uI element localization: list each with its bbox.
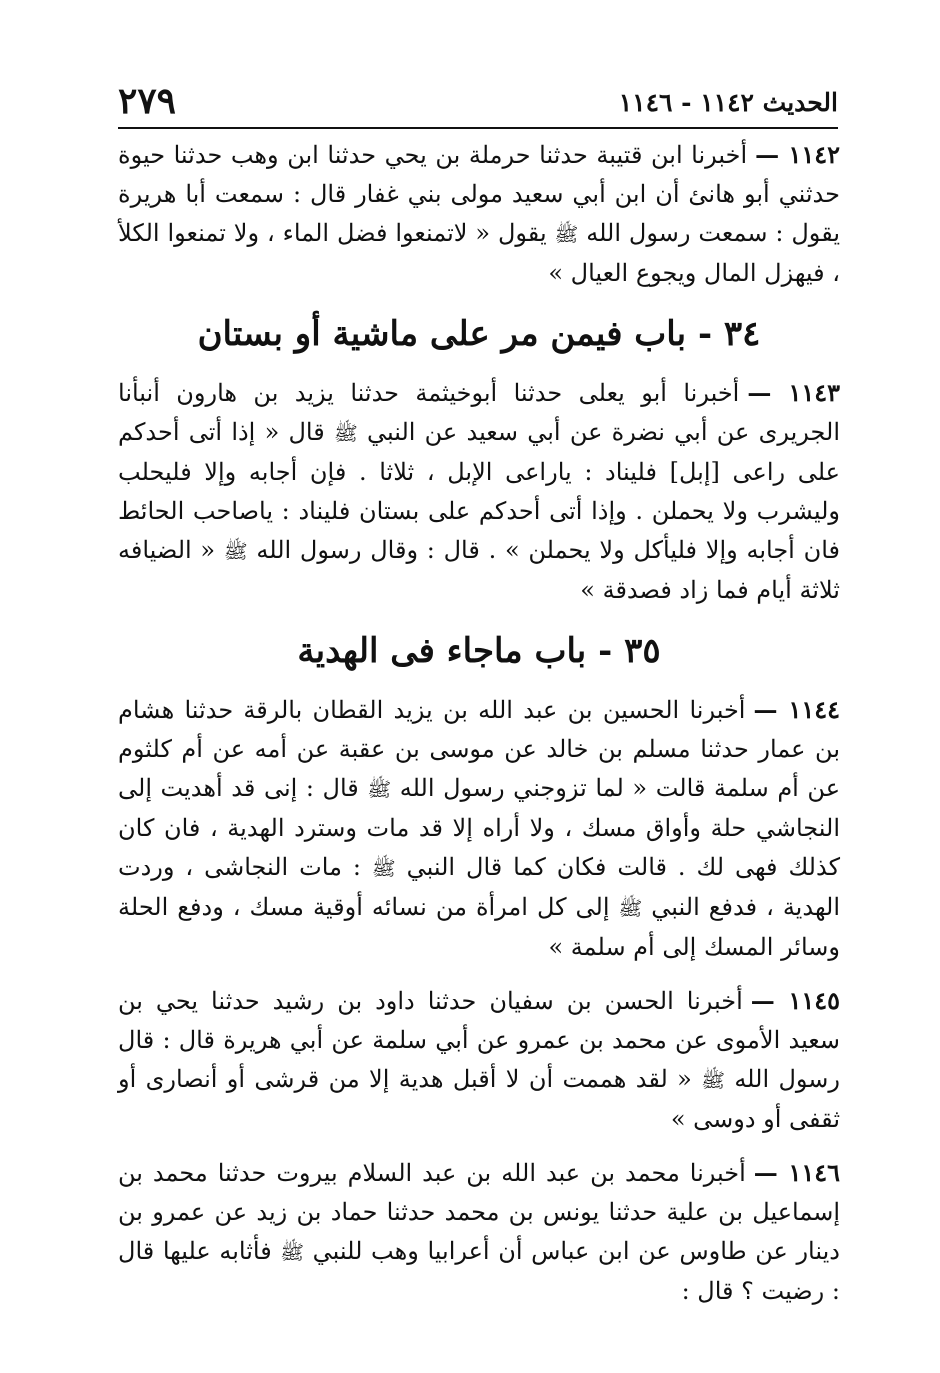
salutation-ligature: ﷺ <box>701 1069 725 1092</box>
hadith-text: قال : إنى قد أهديت إلى النجاشي حلة وأواق مسك ، ولا أراه إلا قد مات وسترد الهدية ، فان كان كذلك فهى لك . قالت فكان كما قال النبي <box>118 774 841 881</box>
salutation-ligature: ﷺ <box>333 422 358 445</box>
header-rule <box>118 127 838 129</box>
hadith-text: فأثابه عليها قال : رضيت ؟ قال : <box>118 1237 840 1305</box>
salutation-ligature: ﷺ <box>223 540 248 563</box>
hadith-text: قال « إذا أتى أحدكم على راعى [إبل] فليناد : ياراعى الإبل ، ثلاثا . فإن أجابه وإلا فليحلب وليشرب ولا يحملن . وإذا أتى أحدكم على بستان فليناد : ياصاحب الحائط فان أجابه وإلا فليأكل ولا يحملن » . قال : وقال رسول الله <box>118 418 840 564</box>
hadith-1143 <box>118 373 840 610</box>
salutation-ligature: ﷺ <box>367 778 392 801</box>
hadith-number: ١١٤٤ — <box>753 695 840 724</box>
salutation-ligature: ﷺ <box>280 1241 305 1264</box>
hadith-text: أخبرنا الحسن بن سفيان حدثنا داود بن رشيد حدثنا يحي بن سعيد الأموى عن محمد بن عمرو عن أبي سلمة عن أبي هريرة قال : قال رسول الله <box>118 987 840 1093</box>
salutation-ligature: ﷺ <box>618 897 643 920</box>
hadith-1146 <box>118 1153 840 1311</box>
hadith-text: أخبرنا ابن قتيبة حدثنا حرملة بن يحي حدثنا ابن وهب حدثنا حيوة حدثني أبو هانئ أن ابن أبي سعيد مولى بني غفار قال : سمعت أبا هريرة يقول : سمعت رسول الله <box>118 141 841 247</box>
hadith-text: « الضيافه ثلاثة أيام فما زاد فصدقة » <box>118 536 840 604</box>
chapter-heading-34: ٣٤ - باب فيمن مر على ماشية أو بستان <box>197 314 761 354</box>
hadith-text: « لقد هممت أن لا أقبل هدية إلا من قرشى أو أنصارى أو ثقفى أو دوسى » <box>118 1065 840 1133</box>
hadith-text: أخبرنا محمد بن عبد الله بن عبد السلام بيروت حدثنا محمد بن إسماعيل بن علية حدثنا يونس بن محمد حدثنا حماد بن زيد عن عمرو بن دينار عن طاوس عن ابن عباس أن أعرابيا وهب للنبي <box>118 1159 840 1265</box>
hadith-1144 <box>118 690 840 967</box>
hadith-number: ١١٤٥ — <box>750 986 841 1015</box>
hadith-text: : مات النجاشى ، وردت الهدية ، فدفع النبي <box>118 853 841 921</box>
page-body <box>118 135 840 1311</box>
hadith-text: أخبرنا الحسين بن عبد الله بن يزيد القطان بالرقة حدثنا هشام بن عمار حدثنا مسلم بن خالد عن موسى بن عقبة عن أمه عن أم كلثوم عن أم سلمة قالت « لما تزوجني رسول الله <box>118 696 841 802</box>
running-head: الحديث ١١٤٢ - ١١٤٦ <box>618 88 838 117</box>
hadith-1142 <box>118 135 840 293</box>
hadith-text: إلى كل امرأة من نسائه أوقية مسك ، ودفع الحلة وسائر المسك إلى أم سلمة » <box>118 893 840 961</box>
salutation-ligature: ﷺ <box>371 857 396 880</box>
hadith-number: ١١٤٦ — <box>753 1158 840 1187</box>
page-number: ٢٧٩ <box>118 80 177 122</box>
hadith-number: ١١٤٣ — <box>747 378 840 407</box>
salutation-ligature: ﷺ <box>554 223 579 246</box>
chapter-heading-35: ٣٥ - باب ماجاء فى الهدية <box>297 631 661 671</box>
hadith-text: أخبرنا أبو يعلى حدثنا أبوخيثمة حدثنا يزيد بن هارون أنبأنا الجريرى عن أبي نضرة عن أبي سعيد عن النبي <box>118 379 841 446</box>
page-header <box>118 78 838 128</box>
hadith-1145 <box>118 981 840 1139</box>
hadith-text: يقول « لاتمنعوا فضل الماء ، ولا تمنعوا الكلأ ، فيهزل المال ويجوع العيال » <box>118 219 840 287</box>
hadith-number: ١١٤٢ — <box>755 140 841 169</box>
